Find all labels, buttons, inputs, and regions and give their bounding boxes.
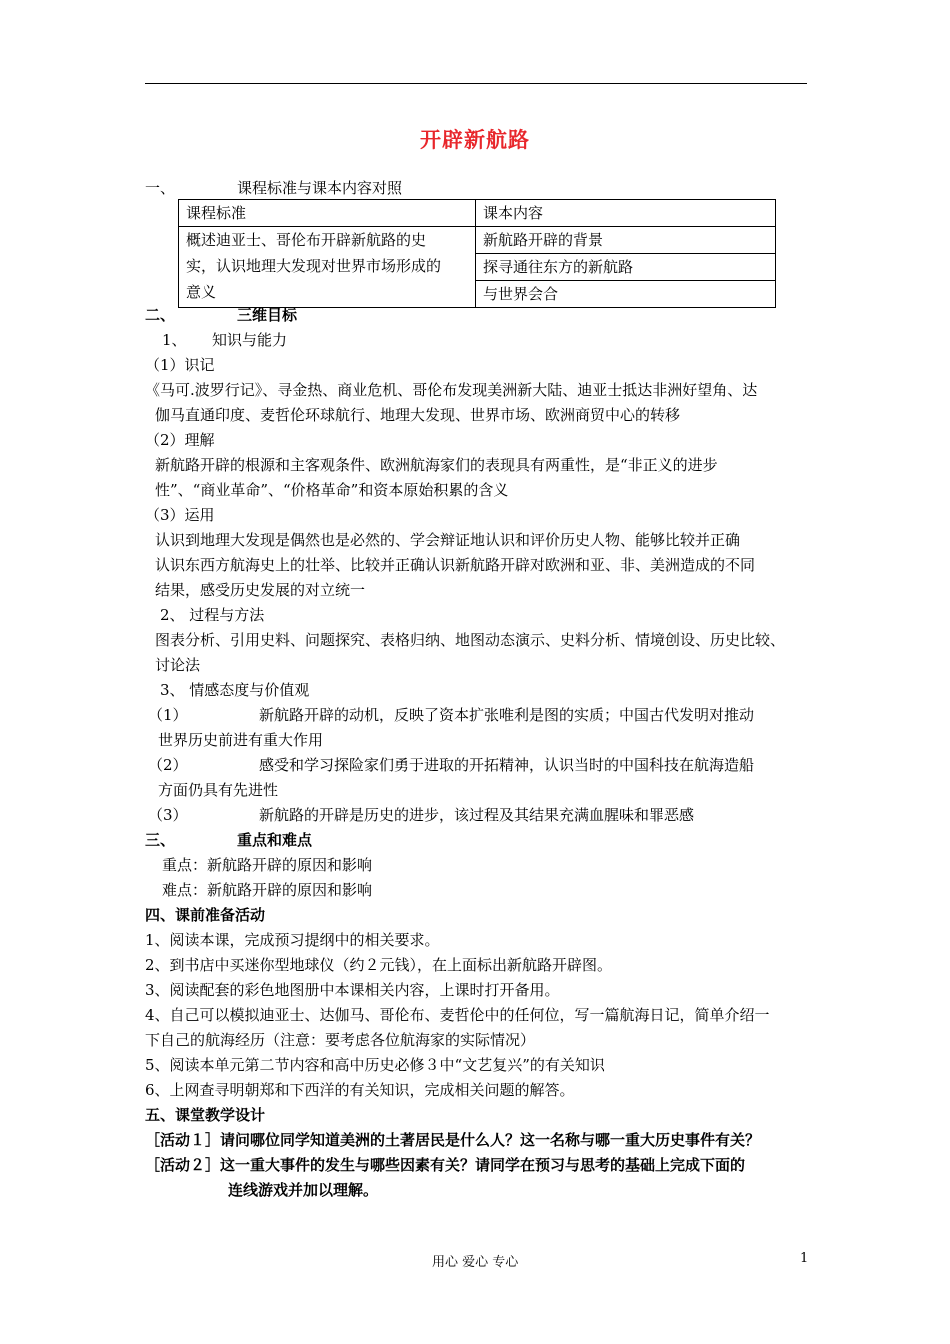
paragraph-line: 世界历史前进有重大作用 — [158, 731, 324, 749]
paragraph-line: 伽马直通印度、麦哲伦环球航行、地理大发现、世界市场、欧洲商贸中心的转移 — [155, 406, 681, 424]
understand-heading: （2）理解 — [145, 431, 215, 449]
sec3-number: 三、 — [145, 831, 176, 849]
paragraph-line: 认识东西方航海史上的壮举、比较并正确认识新航路开辟对欧洲和亚、非、美洲造成的不同 — [155, 556, 756, 574]
item-number: （1） — [148, 706, 188, 724]
item-number: （2） — [148, 756, 188, 774]
table-header-standard: 课程标准 — [179, 200, 476, 227]
list-item-continued: 下自己的航海经历（注意：要考虑各位航海家的实际情况） — [145, 1031, 536, 1049]
recall-heading: （1）识记 — [145, 356, 215, 374]
activity-2-continued: 连线游戏并加以理解。 — [228, 1181, 379, 1199]
table-row — [179, 227, 776, 254]
list-item: 6、上网查寻明朝郑和下西洋的有关知识，完成相关问题的解答。 — [145, 1081, 575, 1099]
paragraph-line: 认识到地理大发现是偶然也是必然的、学会辩证地认识和评价历史人物、能够比较并正确 — [155, 531, 741, 549]
table-header-content: 课本内容 — [476, 200, 776, 227]
list-item: 1、阅读本课，完成预习提纲中的相关要求。 — [145, 931, 440, 949]
footer-motto: 用心 爱心 专心 — [432, 1255, 519, 1270]
paragraph-line: 结果，感受历史发展的对立统一 — [155, 581, 366, 599]
activity-1: ［活动１］请问哪位同学知道美洲的土著居民是什么人？这一名称与哪一重大历史事件有关？ — [145, 1131, 761, 1149]
standard-line: 实，认识地理大发现对世界市场形成的 — [186, 257, 442, 275]
list-item: 2、到书店中买迷你型地球仪（约２元钱），在上面标出新航路开辟图。 — [145, 956, 613, 974]
table-cell-content: 探寻通往东方的新航路 — [476, 254, 776, 281]
paragraph-line: 新航路开辟的根源和主客观条件、欧洲航海家们的表现具有两重性，是“非正义的进步 — [155, 456, 718, 474]
table-cell-content: 与世界会合 — [476, 281, 776, 308]
key-point: 重点：新航路开辟的原因和影响 — [162, 856, 373, 874]
paragraph-line: 新航路的开辟是历史的进步，该过程及其结果充满血腥味和罪恶感 — [259, 806, 695, 824]
list-item: 5、阅读本单元第二节内容和高中历史必修３中“文艺复兴”的有关知识 — [145, 1056, 605, 1074]
activity-2: ［活动２］这一重大事件的发生与哪些因素有关？请同学在预习与思考的基础上完成下面的 — [145, 1156, 746, 1174]
table-cell-standard — [179, 227, 476, 308]
paragraph-line: 方面仍具有先进性 — [158, 781, 279, 799]
apply-heading: （3）运用 — [145, 506, 215, 524]
paragraph-line: 感受和学习探险家们勇于进取的开拓精神，认识当时的中国科技在航海造船 — [259, 756, 755, 774]
sec3-heading: 重点和难点 — [237, 831, 313, 849]
sec2-1-number: 1、 — [162, 331, 187, 349]
curriculum-table — [178, 199, 776, 308]
paragraph-line: 性”、“商业革命”、“价格革命”和资本原始积累的含义 — [155, 481, 509, 499]
paragraph-line: 讨论法 — [155, 656, 201, 674]
standard-line: 意义 — [186, 283, 217, 301]
sec2-3-heading: 3、 情感态度与价值观 — [160, 681, 310, 699]
sec4-heading: 四、课前准备活动 — [145, 906, 266, 924]
difficult-point: 难点：新航路开辟的原因和影响 — [162, 881, 373, 899]
paragraph-line: 新航路开辟的动机，反映了资本扩张唯利是图的实质；中国古代发明对推动 — [259, 706, 755, 724]
paragraph-line: 图表分析、引用史料、问题探究、表格归纳、地图动态演示、史料分析、情境创设、历史比较、 — [155, 631, 786, 649]
sec1-number: 一、 — [145, 179, 176, 197]
list-item: 4、自己可以模拟迪亚士、达伽马、哥伦布、麦哲伦中的任何位，写一篇航海日记，简单介绍一 — [145, 1006, 770, 1024]
item-number: （3） — [148, 806, 188, 824]
sec1-heading: 课程标准与课本内容对照 — [237, 179, 403, 197]
paragraph-line: 《马可.波罗行记》、寻金热、商业危机、哥伦布发现美洲新大陆、迪亚士抵达非洲好望角、达 — [145, 381, 758, 399]
sec2-heading: 三维目标 — [237, 306, 298, 324]
page-title: 开辟新航路 — [420, 128, 530, 152]
standard-line: 概述迪亚士、哥伦布开辟新航路的史 — [186, 231, 427, 249]
table-cell-content: 新航路开辟的背景 — [476, 227, 776, 254]
sec2-1-heading: 知识与能力 — [212, 331, 288, 349]
sec2-2-heading: 2、 过程与方法 — [160, 606, 265, 624]
page-number: 1 — [800, 1251, 809, 1266]
header-rule — [145, 83, 807, 84]
list-item: 3、阅读配套的彩色地图册中本课相关内容，上课时打开备用。 — [145, 981, 560, 999]
sec5-heading: 五、课堂教学设计 — [145, 1106, 266, 1124]
table-row — [179, 200, 776, 227]
sec2-number: 二、 — [145, 306, 176, 324]
